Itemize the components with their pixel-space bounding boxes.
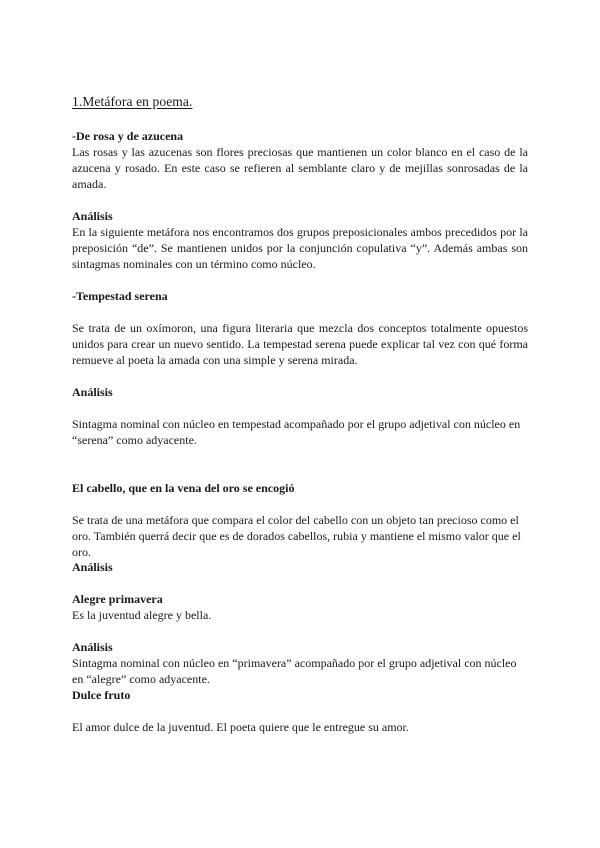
section-heading-analisis-4: Análisis	[72, 640, 113, 654]
section-text-analisis-1: En la siguiente metáfora nos encontramos dos grupos preposicionales ambos precedidos por la preposición “de”. Se mantienen unidos por la conjunción copulativa “y”. Además ambas son sintagmas nominales con un término como núcleo.	[72, 225, 528, 271]
section-heading-rosa-azucena: -De rosa y de azucena	[72, 129, 184, 143]
section-heading-dulce-fruto: Dulce fruto	[72, 688, 131, 702]
section-heading-alegre-primavera: Alegre primavera	[72, 592, 163, 606]
section-heading-tempestad-serena: -Tempestad serena	[72, 289, 168, 303]
section-heading-cabello: El cabello, que en la vena del oro se encogió	[72, 481, 295, 495]
section-text-rosa-azucena: Las rosas y las azucenas son flores preciosas que mantienen un color blanco en el caso de la azucena y rosado. En este caso se refieren al semblante claro y de mejillas sonrosadas de la amada.	[72, 145, 528, 191]
section-heading-analisis-3: Análisis	[72, 560, 113, 574]
section-text-dulce-fruto: El amor dulce de la juventud. El poeta quiere que le entregue su amor.	[72, 720, 409, 734]
section-text-tempestad-serena: Se trata de un oxímoron, una figura literaria que mezcla dos conceptos totalmente opuestos unidos para crear un nuevo sentido. La tempestad serena puede explicar tal vez con qué forma remueve al poeta la amada con una simple y serena mirada.	[72, 321, 528, 367]
section-heading-analisis-2: Análisis	[72, 385, 113, 399]
section-text-cabello: Se trata de una metáfora que compara el color del cabello con un objeto tan precioso como el oro. También querrá decir que es de dorados cabellos, rubia y mantiene el mismo valor que el oro.	[72, 513, 521, 559]
section-text-analisis-2: Sintagma nominal con núcleo en tempestad acompañado por el grupo adjetival con núcleo en “serena” como adyacente.	[72, 417, 521, 447]
section-text-analisis-4: Sintagma nominal con núcleo en “primavera” acompañado por el grupo adjetival con núcleo en “alegre” como adyacente.	[72, 656, 517, 686]
section-text-alegre-primavera: Es la juventud alegre y bella.	[72, 608, 212, 622]
section-heading-analisis-1: Análisis	[72, 209, 113, 223]
document-title: 1.Metáfora en poema.	[72, 94, 193, 109]
